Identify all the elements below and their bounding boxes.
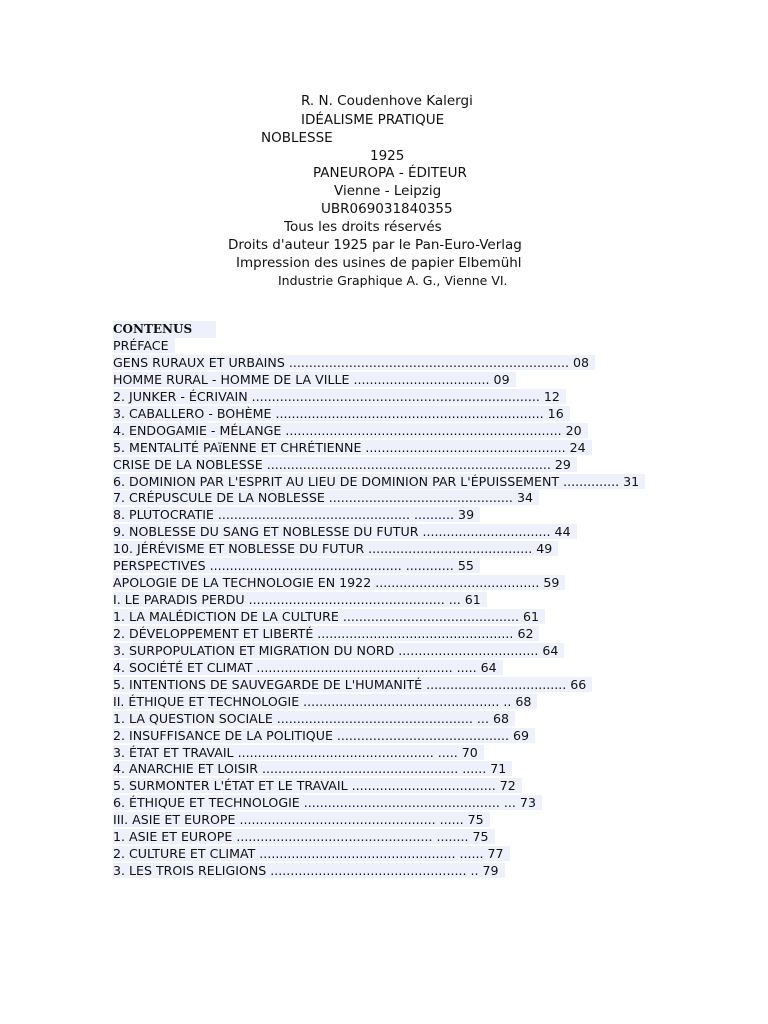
toc-entry-text: GENS RURAUX ET URBAINS ...................................................................... 08 <box>113 355 595 370</box>
toc-entry <box>113 626 645 643</box>
toc-entry <box>113 863 645 880</box>
printing-notice: Impression des usines de papier Elbemühl <box>236 255 522 271</box>
toc-entry-text: 5. MENTALITÉ PAïENNE ET CHRÉTIENNE .................................................. 24 <box>113 440 592 455</box>
toc-entry <box>113 457 645 474</box>
toc-entry <box>113 440 645 457</box>
toc-entry-text: 3. CABALLERO - BOHÈME ................................................................... 16 <box>113 406 570 421</box>
toc-list <box>113 338 645 880</box>
toc-entry-text: HOMME RURAL - HOMME DE LA VILLE .................................. 09 <box>113 372 516 387</box>
toc-entry <box>113 694 645 711</box>
toc-entry <box>113 643 645 660</box>
toc-entry <box>113 761 645 778</box>
reference-code: UBR069031840355 <box>321 201 453 217</box>
book-title: IDÉALISME PRATIQUE <box>301 112 445 128</box>
toc-entry <box>113 660 645 677</box>
toc-entry-text: 3. LES TROIS RELIGIONS ................................................. .. 79 <box>113 863 505 878</box>
toc-entry <box>113 812 645 829</box>
toc-entry <box>113 338 645 355</box>
toc-entry-text: 2. JUNKER - ÉCRIVAIN ........................................................................ 12 <box>113 389 566 404</box>
toc-entry-text: 10. JÉRÉVISME ET NOBLESSE DU FUTUR ......................................... 49 <box>113 541 558 556</box>
toc-entry-text: 6. DOMINION PAR L'ESPRIT AU LIEU DE DOMINION PAR L'ÉPUISSEMENT .............. 31 <box>113 474 645 489</box>
toc-entry-text: 2. INSUFFISANCE DE LA POLITIQUE ........................................... 69 <box>113 728 535 743</box>
toc-entry <box>113 745 645 762</box>
toc-entry <box>113 389 645 406</box>
author-line: R. N. Coudenhove Kalergi <box>301 93 473 109</box>
toc-entry <box>113 406 645 423</box>
toc-entry-text: 3. SURPOPULATION ET MIGRATION DU NORD ................................... 64 <box>113 643 564 658</box>
toc-entry <box>113 609 645 626</box>
toc-entry-text: 9. NOBLESSE DU SANG ET NOBLESSE DU FUTUR ................................ 44 <box>113 524 577 539</box>
toc-entry-text: 4. ANARCHIE ET LOISIR ................................................. ...... 71 <box>113 761 512 776</box>
toc-entry-text: 3. ÉTAT ET TRAVAIL ................................................. ..... 70 <box>113 745 484 760</box>
toc-entry-text: PERSPECTIVES ................................................ ............ 55 <box>113 558 480 573</box>
toc-entry <box>113 778 645 795</box>
toc-entry <box>113 711 645 728</box>
toc-entry <box>113 728 645 745</box>
toc-entry <box>113 575 645 592</box>
toc-entry-text: 5. INTENTIONS DE SAUVEGARDE DE L'HUMANITÉ ................................... 66 <box>113 677 592 692</box>
toc-entry <box>113 524 645 541</box>
toc-entry <box>113 829 645 846</box>
toc-entry-text: 4. SOCIÉTÉ ET CLIMAT ................................................. ..... 64 <box>113 660 503 675</box>
toc-entry-text: 5. SURMONTER L'ÉTAT ET LE TRAVAIL .................................... 72 <box>113 778 522 793</box>
toc-entry <box>113 372 645 389</box>
toc-entry <box>113 677 645 694</box>
toc-entry-text: APOLOGIE DE LA TECHNOLOGIE EN 1922 ......................................... 59 <box>113 575 565 590</box>
toc-entry-text: PRÉFACE <box>113 338 175 353</box>
book-subtitle: NOBLESSE <box>261 130 333 146</box>
copyright-notice: Droits d'auteur 1925 par le Pan-Euro-Verlag <box>228 237 522 253</box>
toc-entry-text: 7. CRÉPUSCULE DE LA NOBLESSE .............................................. 34 <box>113 490 539 505</box>
publication-year: 1925 <box>370 148 405 164</box>
table-of-contents <box>113 318 645 880</box>
toc-heading: CONTENUS <box>113 321 216 338</box>
toc-entry-text: 1. LA MALÉDICTION DE LA CULTURE ............................................ 61 <box>113 609 545 624</box>
printer-notice: Industrie Graphique A. G., Vienne VI. <box>278 273 508 288</box>
toc-entry <box>113 423 645 440</box>
toc-entry <box>113 355 645 372</box>
toc-entry-text: 2. DÉVELOPPEMENT ET LIBERTÉ ................................................. 62 <box>113 626 539 641</box>
toc-entry-text: 1. ASIE ET EUROPE ................................................. ........ 75 <box>113 829 495 844</box>
toc-entry-text: 8. PLUTOCRATIE ................................................ .......... 39 <box>113 507 480 522</box>
toc-entry-text: 2. CULTURE ET CLIMAT ................................................. ...... 77 <box>113 846 510 861</box>
toc-entry <box>113 474 645 491</box>
toc-entry-text: II. ÉTHIQUE ET TECHNOLOGIE ................................................. .. 68 <box>113 694 537 709</box>
toc-entry <box>113 592 645 609</box>
rights-notice: Tous les droits réservés <box>284 219 442 235</box>
toc-entry-text: 6. ÉTHIQUE ET TECHNOLOGIE ................................................. ... 73 <box>113 795 542 810</box>
toc-entry <box>113 490 645 507</box>
toc-entry <box>113 795 645 812</box>
publisher-cities: Vienne - Leipzig <box>334 183 442 199</box>
toc-entry-text: I. LE PARADIS PERDU ................................................. ... 61 <box>113 592 487 607</box>
toc-entry <box>113 541 645 558</box>
toc-entry-text: III. ASIE ET EUROPE ................................................. ...... 75 <box>113 812 490 827</box>
toc-entry <box>113 507 645 524</box>
toc-entry <box>113 558 645 575</box>
toc-entry-text: 4. ENDOGAMIE - MÉLANGE ..................................................................... 20 <box>113 423 588 438</box>
publisher-line: PANEUROPA - ÉDITEUR <box>313 165 467 181</box>
toc-entry-text: 1. LA QUESTION SOCIALE ................................................. ... 68 <box>113 711 515 726</box>
toc-entry <box>113 846 645 863</box>
toc-entry-text: CRISE DE LA NOBLESSE ....................................................................... 29 <box>113 457 577 472</box>
